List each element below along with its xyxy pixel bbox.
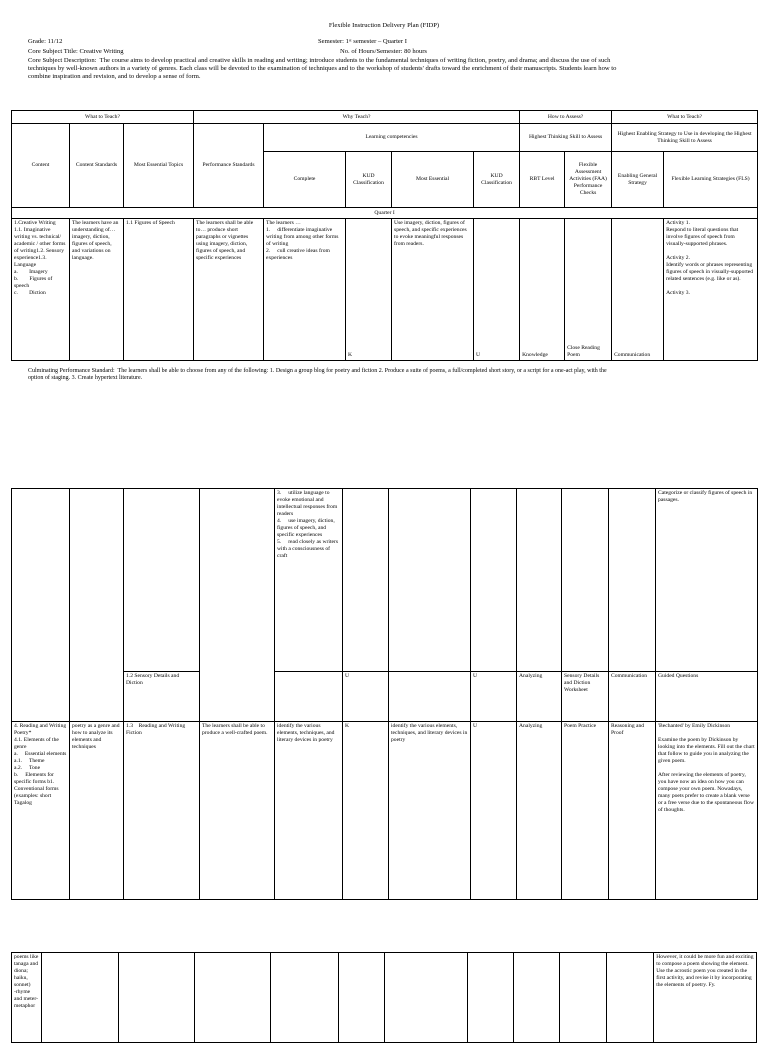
core-subject-title: Core Subject Title: Creative Writing xyxy=(28,48,124,55)
header-what-to-teach: What to Teach? xyxy=(12,111,194,124)
fidp-table-2 xyxy=(11,488,758,900)
t2-row3-rbt: Analyzing xyxy=(517,722,562,900)
t2-row2-fls: Guided Questions xyxy=(656,672,758,722)
t2-row1-kud xyxy=(343,489,389,672)
t2-row1-strategy xyxy=(609,489,656,672)
t2-row2-strategy: Communication xyxy=(609,672,656,722)
t2-row1-content xyxy=(12,489,70,722)
t2-row2-rbt: Analyzing xyxy=(517,672,562,722)
t2-row1-complete: 3. utilize language to evoke emotional and intellectual responses from readers 4. use imagery, diction, figures of speech, and specific experiences 5. read closely as writers with a consciousness of craft xyxy=(275,489,343,672)
t2-row1-performance xyxy=(200,489,275,722)
t2-row1-fls: Categorize or classify figures of speech in passages. xyxy=(656,489,758,672)
row1-faa: Close Reading Poem xyxy=(565,219,612,361)
t2-row2-kud-2: U xyxy=(471,672,517,722)
t3-row1-performance xyxy=(195,953,271,1043)
t2-row3-most-essential: identify the various elements, techniques, and literary devices in poetry xyxy=(389,722,471,900)
t2-row3-strategy: Reasoning and Proof xyxy=(609,722,656,900)
header-fls: Flexible Learning Strategies (FLS) xyxy=(664,152,758,208)
t2-row3-fls: 'Bechanted' by Emily Dickinson Examine the poem by Dickinson by looking into the elements. Fill out the chart that follow to guide you in analyzing the given poem. After reviewing the elements of poetry, you have now an idea on how you can compose your own poem. Nowadays, many poets prefer to create a blank verse or a free verse due to the spontaneous flow of thoughts. xyxy=(656,722,758,900)
t2-row1-kud-2 xyxy=(471,489,517,672)
fidp-table-3 xyxy=(11,952,757,1043)
t2-row1-standards xyxy=(70,489,124,722)
t2-row1-rbt xyxy=(517,489,562,672)
t3-row1-topic xyxy=(118,953,195,1043)
semester-label: Semester: 1ˢᵗ semester – Quarter I xyxy=(318,38,407,45)
row1-rbt-level: Knowledge xyxy=(520,219,565,361)
t2-row3-content: 4. Reading and Writing Poetry* 4.1. Elements of the genre a. Essential elements a.1. Theme a.2. Tone b. Elements for specific forms b1. Conventional forms (examples: short Tagalog xyxy=(12,722,70,900)
row1-topic: 1.1 Figures of Speech xyxy=(124,219,194,361)
header-kud-classification-2: KUD Classification xyxy=(474,152,520,208)
t2-row3-performance: The learners shall be able to produce a well-crafted poem. xyxy=(200,722,275,900)
row1-strategy: Communication xyxy=(612,219,664,361)
row1-content-standards: The learners have an understanding of… imagery, diction, figures of speech, and variations on language. xyxy=(70,219,124,361)
row1-complete: The learners … 1. differentiate imaginative writing from among other forms of writing 2. cull creative ideas from experiences xyxy=(264,219,346,361)
t2-row2-faa: Sensory Details and Diction Worksheet xyxy=(562,672,609,722)
header-how-to-assess: How to Assess? xyxy=(520,111,612,124)
t2-row2-complete xyxy=(275,672,343,722)
t2-row3-standards: poetry as a genre and how to analyze its elements and techniques xyxy=(70,722,124,900)
t2-row3-faa: Poem Practice xyxy=(562,722,609,900)
header-highest-enabling-strategy: Highest Enabling Strategy to Use in developing the Highest Thinking Skill to Assess xyxy=(612,124,758,152)
t3-row1-strategy xyxy=(606,953,653,1043)
culminating-performance-standard: Culminating Performance Standard: The learners shall be able to choose from any of the following: 1. Design a group blog for poetry and fiction 2. Produce a suite of poems, a full/completed short story, or a script for a one-act play, with the option of staging. 3. Create hypertext literature. xyxy=(28,368,609,382)
t2-row3-topic: 1.3 Reading and Writing Fiction xyxy=(124,722,200,900)
quarter-label: Quarter I xyxy=(12,208,758,219)
header-enabling-general-strategy: Enabling General Strategy xyxy=(612,152,664,208)
t3-row1-rbt xyxy=(514,953,559,1043)
t2-row3-kud-2: U xyxy=(471,722,517,900)
t2-row2-topic: 1.2 Sensory Details and Diction xyxy=(124,672,200,722)
t2-row1-most-essential xyxy=(389,489,471,672)
row1-content: 1.Creative Writing 1.1. Imaginative writing vs. technical/ academic / other forms of writing1.2. Sensory experience1.3. Language a. Imagery b. Figures of speech c. Diction xyxy=(12,219,70,361)
t3-row1-faa xyxy=(559,953,606,1043)
row1-most-essential: Use imagery, diction, figures of speech, and specific experiences to evoke meaningful responses from readers. xyxy=(392,219,474,361)
core-subject-description: Core Subject Description: The course aims to develop practical and creative skills in reading and writing; introduce students to the fundamental techniques of writing fiction, poetry, and drama; and discuss the use of such techniques by well-known authors in a variety of genres. Each class will be devoted to the examination of techniques and to the workshop of students' drafts toward the enrichment of their manuscripts. Students learn how to combine inspiration and revision, and to develop a sense of form. xyxy=(28,57,619,80)
t3-row1-kud xyxy=(339,953,385,1043)
row1-fls: Activity 1. Respond to literal questions that involve figures of speech from visually-supported phrases. Activity 2. Identify words or phrases representing figures of speech in visually-supported related sentences (e.g. like or as). Activity 3. xyxy=(664,219,758,361)
t3-row1-content: poems like tanaga and diona; haiku, sonnet) -rhyme and meter- metaphor xyxy=(12,953,42,1043)
header-why-teach: Why Teach? xyxy=(194,111,520,124)
header-what-to-teach-2: What to Teach? xyxy=(612,111,758,124)
t3-row1-most-essential xyxy=(385,953,468,1043)
header-most-essential-topics: Most Essential Topics xyxy=(124,124,194,208)
header-kud-classification: KUD Classification xyxy=(346,152,392,208)
document-title: Flexible Instruction Delivery Plan (FIDP) xyxy=(328,22,440,29)
t3-row1-kud-2 xyxy=(467,953,513,1043)
header-most-essential: Most Essential xyxy=(392,152,474,208)
row1-kud-2: U xyxy=(474,219,520,361)
row1-performance-standards: The learners shall be able to… produce short paragraphs or vignettes using imagery, diction, figures of speech, and specific experiences xyxy=(194,219,264,361)
t2-row2-most-essential xyxy=(389,672,471,722)
row1-kud: K xyxy=(346,219,392,361)
grade-label: Grade: 11/12 xyxy=(28,38,63,45)
t3-row1-complete xyxy=(270,953,338,1043)
header-content: Content xyxy=(12,124,70,208)
header-faa: Flexible Assessment Activities (FAA) Performance Checks xyxy=(565,152,612,208)
t2-row1-topic xyxy=(124,489,200,672)
header-content-standards: Content Standards xyxy=(70,124,124,208)
t2-row2-kud: U xyxy=(343,672,389,722)
header-performance-standards: Performance Standards xyxy=(194,124,264,208)
hours-label: No. of Hours/Semester: 80 hours xyxy=(340,48,427,55)
header-highest-thinking-skill: Highest Thinking Skill to Assess xyxy=(520,124,612,152)
t3-row1-fls: However, it could be more fun and exciting to compose a poem showing the element. Use the acrostic poem you created in the first activity, and revise it by incorporating the elements of poetry. Fy. xyxy=(654,953,757,1043)
t3-row1-standards xyxy=(42,953,119,1043)
header-complete: Complete xyxy=(264,152,346,208)
fidp-table-1 xyxy=(11,110,758,361)
header-learning-competencies: Learning competencies xyxy=(264,124,520,152)
header-rbt-level: RBT Level xyxy=(520,152,565,208)
t2-row1-faa xyxy=(562,489,609,672)
t2-row3-kud: K xyxy=(343,722,389,900)
t2-row3-complete: identify the various elements, techniques, and literary devices in poetry xyxy=(275,722,343,900)
